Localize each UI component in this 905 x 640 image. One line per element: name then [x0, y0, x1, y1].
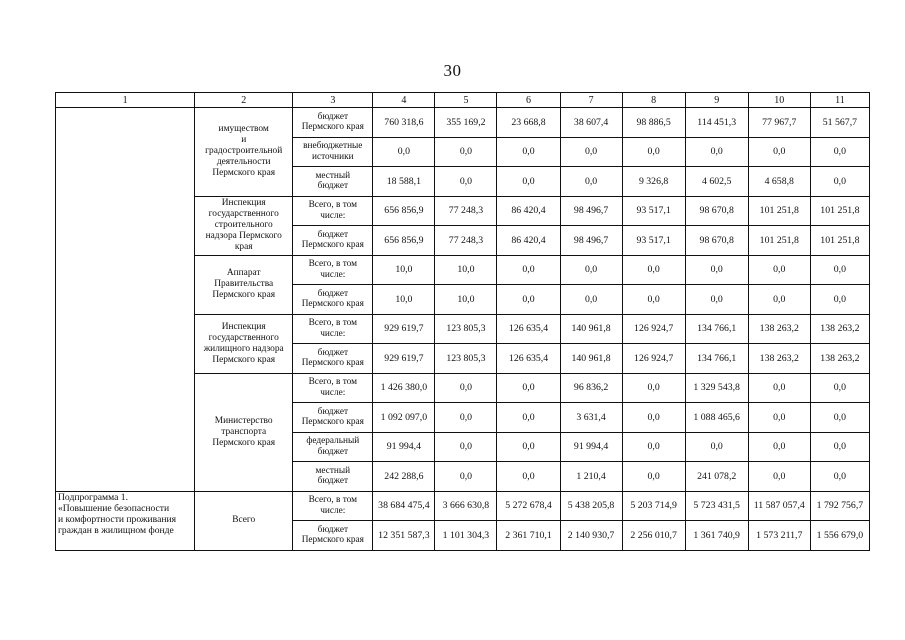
- amount-cell: 0,0: [622, 373, 685, 403]
- amount-cell: 77 248,3: [435, 196, 497, 226]
- amount-cell: 10,0: [373, 285, 435, 315]
- funding-source: федеральный бюджет: [293, 432, 373, 462]
- amount-cell: 242 288,6: [373, 462, 435, 492]
- column-number-3: 3: [293, 93, 373, 108]
- amount-cell: 38 607,4: [560, 108, 622, 138]
- amount-cell: 11 587 057,4: [748, 491, 810, 521]
- amount-cell: 0,0: [435, 432, 497, 462]
- amount-cell: 123 805,3: [435, 344, 497, 374]
- column-number-7: 7: [560, 93, 622, 108]
- amount-cell: 0,0: [810, 432, 869, 462]
- amount-cell: 5 272 678,4: [497, 491, 560, 521]
- amount-cell: 123 805,3: [435, 314, 497, 344]
- amount-cell: 0,0: [622, 255, 685, 285]
- program-title: Подпрограмма 1. «Повышение безопасности и комфортности проживания граждан в жилищном фонде: [56, 491, 195, 550]
- amount-cell: 126 924,7: [622, 314, 685, 344]
- amount-cell: 4 658,8: [748, 167, 810, 197]
- funding-source: местный бюджет: [293, 462, 373, 492]
- amount-cell: 656 856,9: [373, 226, 435, 256]
- funding-source: Всего, в том числе:: [293, 314, 373, 344]
- amount-cell: 0,0: [560, 137, 622, 167]
- amount-cell: 656 856,9: [373, 196, 435, 226]
- amount-cell: 0,0: [497, 403, 560, 433]
- amount-cell: 126 635,4: [497, 314, 560, 344]
- amount-cell: 5 438 205,8: [560, 491, 622, 521]
- amount-cell: 9 326,8: [622, 167, 685, 197]
- executor-cell: Министерство транспорта Пермского края: [195, 373, 293, 491]
- funding-source: бюджет Пермского края: [293, 403, 373, 433]
- amount-cell: 929 619,7: [373, 344, 435, 374]
- funding-source: Всего, в том числе:: [293, 491, 373, 521]
- amount-cell: 0,0: [810, 167, 869, 197]
- amount-cell: 0,0: [622, 403, 685, 433]
- column-number-1: 1: [56, 93, 195, 108]
- amount-cell: 0,0: [685, 137, 748, 167]
- amount-cell: 93 517,1: [622, 196, 685, 226]
- amount-cell: 3 666 630,8: [435, 491, 497, 521]
- amount-cell: 2 361 710,1: [497, 521, 560, 551]
- budget-table: [55, 92, 870, 551]
- amount-cell: 98 670,8: [685, 196, 748, 226]
- amount-cell: 0,0: [810, 285, 869, 315]
- amount-cell: 77 967,7: [748, 108, 810, 138]
- amount-cell: 0,0: [685, 285, 748, 315]
- amount-cell: 126 924,7: [622, 344, 685, 374]
- amount-cell: 1 101 304,3: [435, 521, 497, 551]
- amount-cell: 241 078,2: [685, 462, 748, 492]
- funding-source: бюджет Пермского края: [293, 285, 373, 315]
- executor-cell: Всего: [195, 491, 293, 550]
- amount-cell: 134 766,1: [685, 344, 748, 374]
- page-number: 30: [443, 61, 462, 80]
- amount-cell: 126 635,4: [497, 344, 560, 374]
- amount-cell: 760 318,6: [373, 108, 435, 138]
- amount-cell: 86 420,4: [497, 196, 560, 226]
- amount-cell: 0,0: [622, 462, 685, 492]
- amount-cell: 98 496,7: [560, 226, 622, 256]
- amount-cell: 140 961,8: [560, 344, 622, 374]
- amount-cell: 96 836,2: [560, 373, 622, 403]
- column-number-11: 11: [810, 93, 869, 108]
- amount-cell: 101 251,8: [748, 196, 810, 226]
- amount-cell: 101 251,8: [810, 226, 869, 256]
- amount-cell: 0,0: [748, 285, 810, 315]
- amount-cell: 138 263,2: [810, 314, 869, 344]
- amount-cell: 0,0: [497, 255, 560, 285]
- table-row: [56, 108, 870, 138]
- amount-cell: 0,0: [497, 432, 560, 462]
- amount-cell: 5 723 431,5: [685, 491, 748, 521]
- column-number-4: 4: [373, 93, 435, 108]
- funding-source: внебюджетные источники: [293, 137, 373, 167]
- amount-cell: 138 263,2: [748, 314, 810, 344]
- executor-cell: Инспекция государственного жилищного надзора Пермского края: [195, 314, 293, 373]
- funding-source: бюджет Пермского края: [293, 344, 373, 374]
- amount-cell: 0,0: [748, 462, 810, 492]
- amount-cell: 0,0: [497, 137, 560, 167]
- amount-cell: 0,0: [622, 285, 685, 315]
- amount-cell: 0,0: [810, 462, 869, 492]
- amount-cell: 101 251,8: [748, 226, 810, 256]
- amount-cell: 0,0: [497, 167, 560, 197]
- amount-cell: 51 567,7: [810, 108, 869, 138]
- amount-cell: 0,0: [435, 462, 497, 492]
- table-row: [56, 491, 870, 521]
- amount-cell: 2 140 930,7: [560, 521, 622, 551]
- column-number-10: 10: [748, 93, 810, 108]
- amount-cell: 114 451,3: [685, 108, 748, 138]
- amount-cell: 1 556 679,0: [810, 521, 869, 551]
- funding-source: местный бюджет: [293, 167, 373, 197]
- amount-cell: 10,0: [373, 255, 435, 285]
- amount-cell: 0,0: [685, 432, 748, 462]
- amount-cell: 355 169,2: [435, 108, 497, 138]
- amount-cell: 23 668,8: [497, 108, 560, 138]
- amount-cell: 0,0: [810, 403, 869, 433]
- header-row: [56, 93, 870, 108]
- amount-cell: 0,0: [810, 137, 869, 167]
- amount-cell: 38 684 475,4: [373, 491, 435, 521]
- column-number-9: 9: [685, 93, 748, 108]
- amount-cell: 98 496,7: [560, 196, 622, 226]
- amount-cell: 0,0: [560, 285, 622, 315]
- column-number-8: 8: [622, 93, 685, 108]
- executor-cell: Аппарат Правительства Пермского края: [195, 255, 293, 314]
- amount-cell: 0,0: [748, 255, 810, 285]
- amount-cell: 1 792 756,7: [810, 491, 869, 521]
- amount-cell: 10,0: [435, 285, 497, 315]
- amount-cell: 1 573 211,7: [748, 521, 810, 551]
- program-cell-empty: [56, 108, 195, 492]
- amount-cell: 0,0: [497, 285, 560, 315]
- amount-cell: 138 263,2: [810, 344, 869, 374]
- amount-cell: 138 263,2: [748, 344, 810, 374]
- amount-cell: 98 886,5: [622, 108, 685, 138]
- amount-cell: 93 517,1: [622, 226, 685, 256]
- funding-source: Всего, в том числе:: [293, 255, 373, 285]
- amount-cell: 0,0: [435, 373, 497, 403]
- amount-cell: 1 088 465,6: [685, 403, 748, 433]
- amount-cell: 0,0: [748, 137, 810, 167]
- executor-cell: имуществом и градостроительной деятельности Пермского края: [195, 108, 293, 197]
- amount-cell: 0,0: [622, 432, 685, 462]
- funding-source: бюджет Пермского края: [293, 226, 373, 256]
- amount-cell: 18 588,1: [373, 167, 435, 197]
- amount-cell: 91 994,4: [373, 432, 435, 462]
- amount-cell: 0,0: [373, 137, 435, 167]
- amount-cell: 3 631,4: [560, 403, 622, 433]
- amount-cell: 0,0: [685, 255, 748, 285]
- amount-cell: 4 602,5: [685, 167, 748, 197]
- amount-cell: 77 248,3: [435, 226, 497, 256]
- amount-cell: 0,0: [560, 167, 622, 197]
- amount-cell: 0,0: [622, 137, 685, 167]
- amount-cell: 0,0: [435, 167, 497, 197]
- amount-cell: 1 361 740,9: [685, 521, 748, 551]
- amount-cell: 1 210,4: [560, 462, 622, 492]
- amount-cell: 12 351 587,3: [373, 521, 435, 551]
- funding-source: бюджет Пермского края: [293, 108, 373, 138]
- amount-cell: 0,0: [497, 462, 560, 492]
- amount-cell: 5 203 714,9: [622, 491, 685, 521]
- amount-cell: 0,0: [560, 255, 622, 285]
- column-number-5: 5: [435, 93, 497, 108]
- amount-cell: 0,0: [748, 432, 810, 462]
- amount-cell: 0,0: [748, 373, 810, 403]
- amount-cell: 91 994,4: [560, 432, 622, 462]
- amount-cell: 140 961,8: [560, 314, 622, 344]
- amount-cell: 2 256 010,7: [622, 521, 685, 551]
- amount-cell: 0,0: [810, 373, 869, 403]
- amount-cell: 134 766,1: [685, 314, 748, 344]
- executor-cell: Инспекция государственного строительного надзора Пермского края: [195, 196, 293, 255]
- amount-cell: 0,0: [810, 255, 869, 285]
- amount-cell: 98 670,8: [685, 226, 748, 256]
- amount-cell: 1 329 543,8: [685, 373, 748, 403]
- amount-cell: 0,0: [497, 373, 560, 403]
- amount-cell: 101 251,8: [810, 196, 869, 226]
- column-number-6: 6: [497, 93, 560, 108]
- amount-cell: 10,0: [435, 255, 497, 285]
- column-number-2: 2: [195, 93, 293, 108]
- amount-cell: 1 426 380,0: [373, 373, 435, 403]
- amount-cell: 0,0: [435, 403, 497, 433]
- amount-cell: 929 619,7: [373, 314, 435, 344]
- amount-cell: 0,0: [748, 403, 810, 433]
- amount-cell: 1 092 097,0: [373, 403, 435, 433]
- amount-cell: 0,0: [435, 137, 497, 167]
- amount-cell: 86 420,4: [497, 226, 560, 256]
- funding-source: бюджет Пермского края: [293, 521, 373, 551]
- funding-source: Всего, в том числе:: [293, 196, 373, 226]
- funding-source: Всего, в том числе:: [293, 373, 373, 403]
